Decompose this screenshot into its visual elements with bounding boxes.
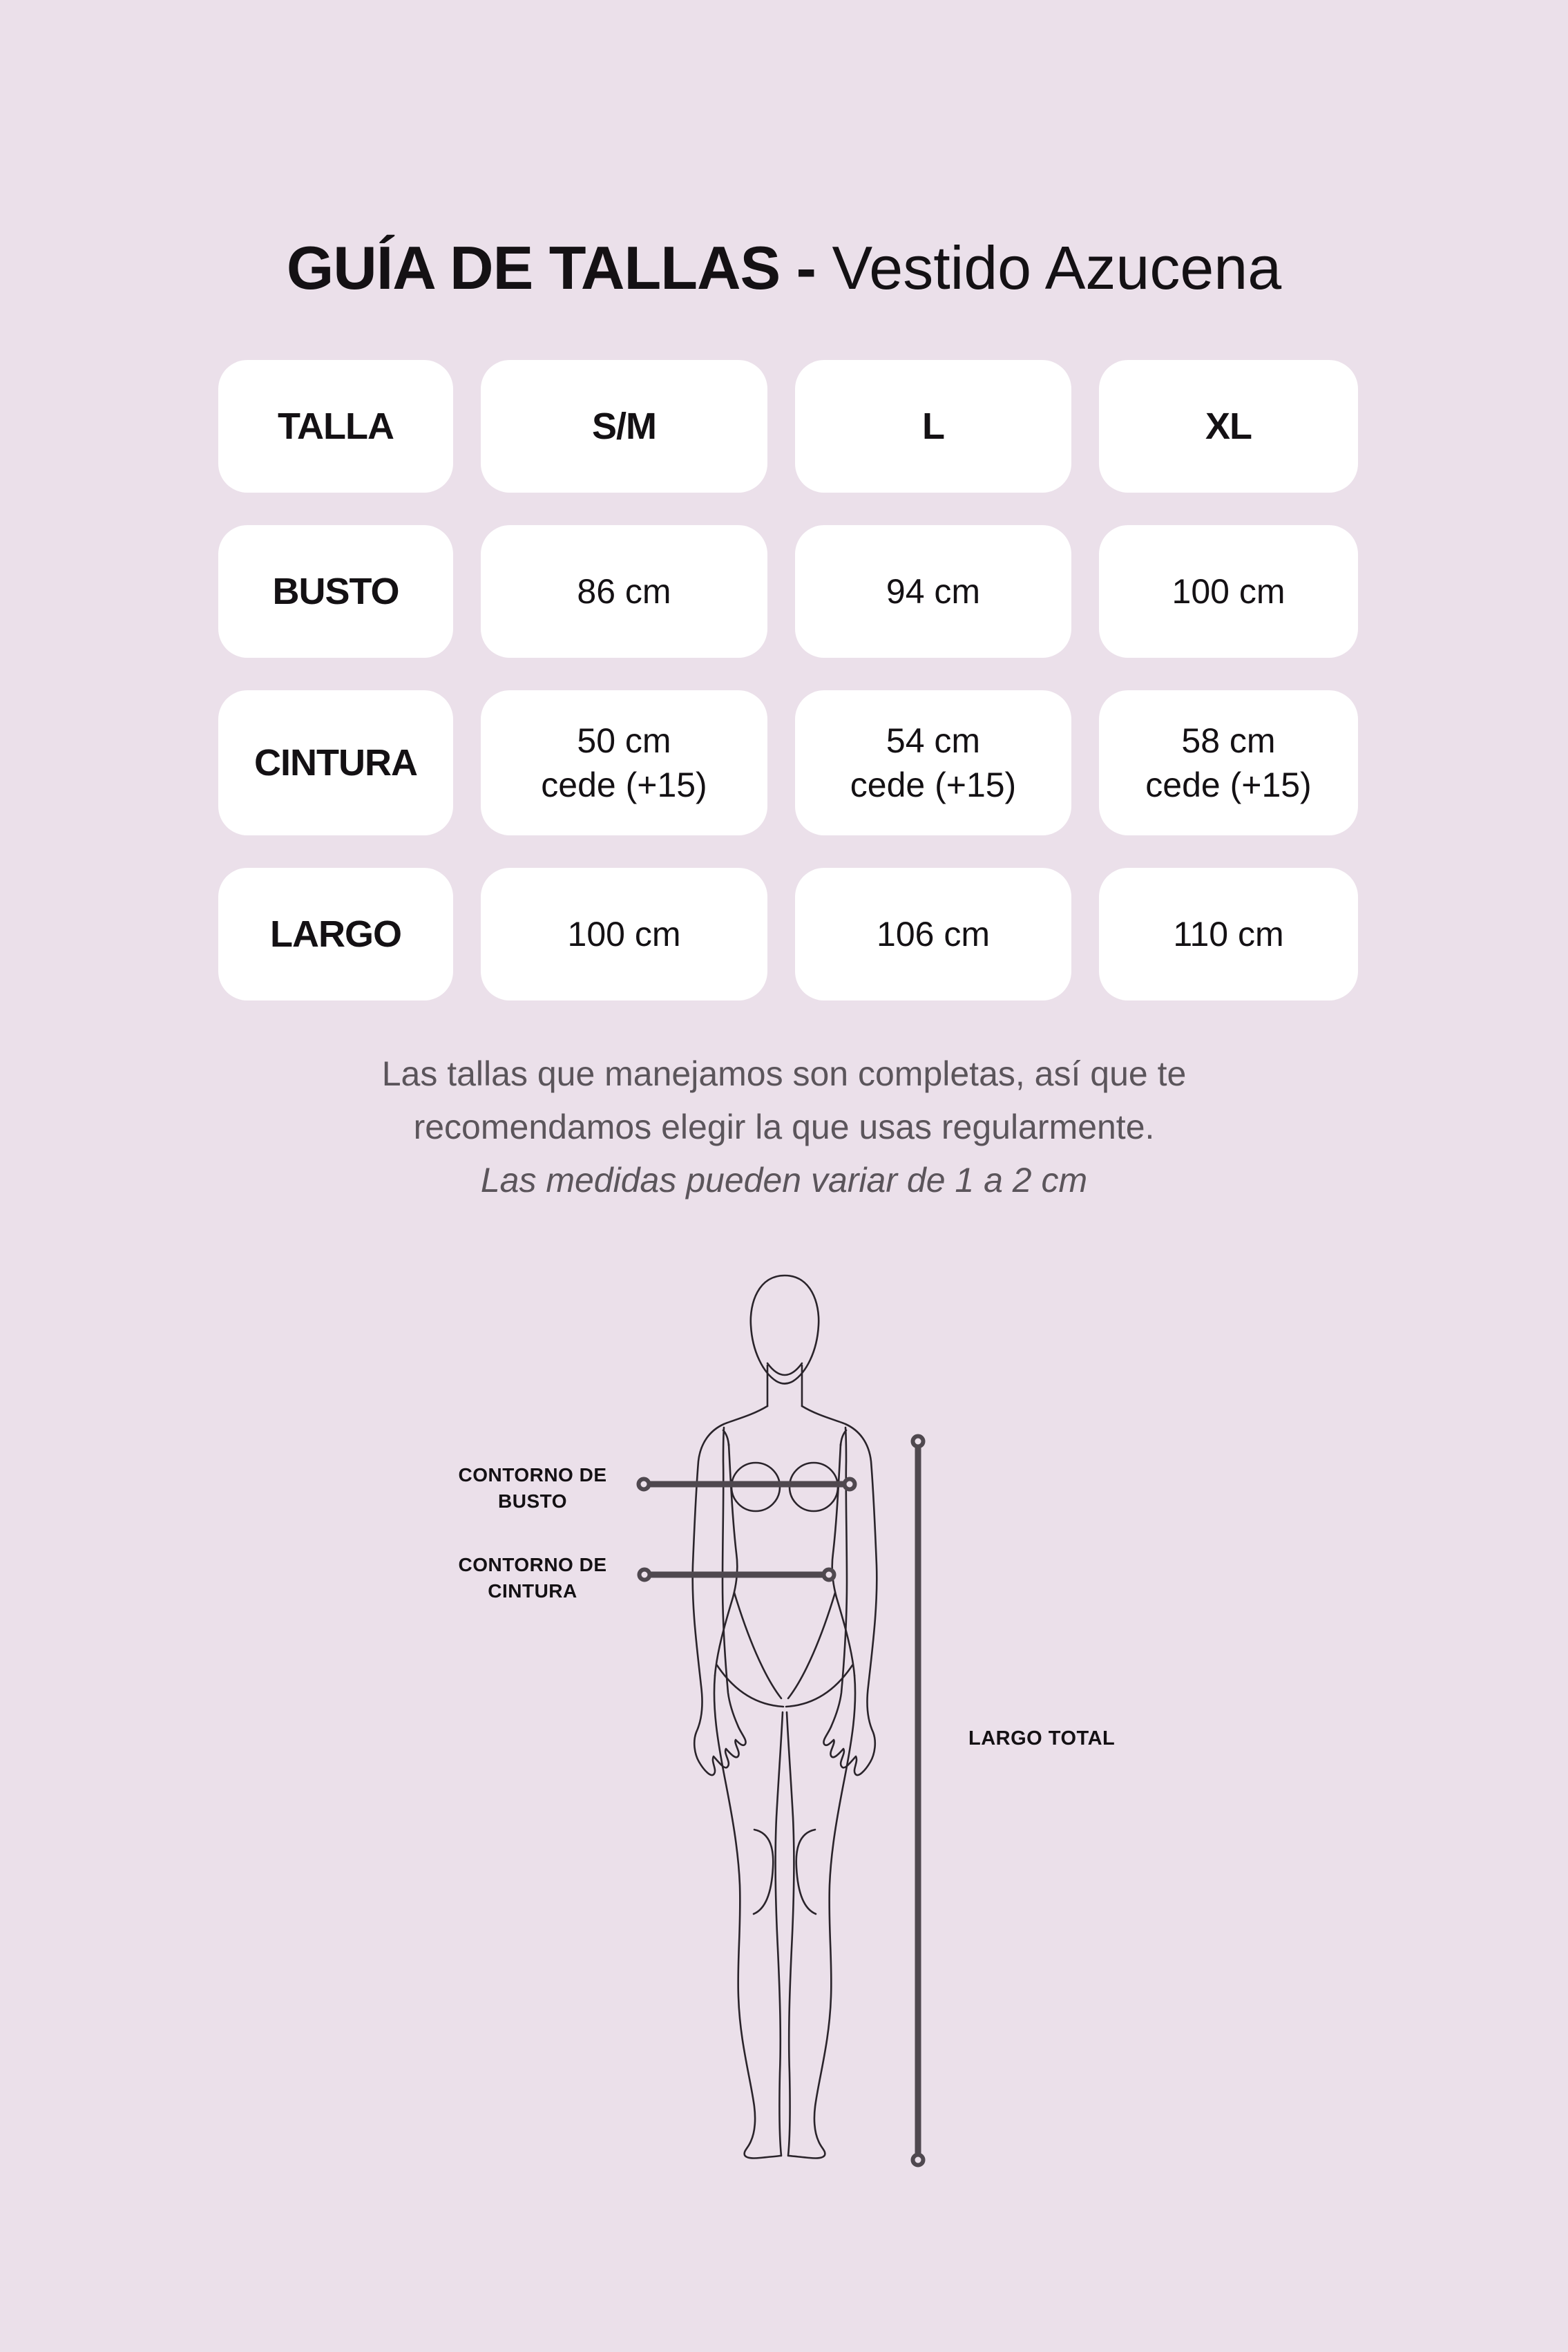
figure-head xyxy=(751,1275,819,1384)
measure-endpoint-icon xyxy=(913,1436,924,1447)
measure-endpoint-icon xyxy=(640,1570,650,1580)
header-label: XL xyxy=(1205,406,1252,447)
measure-endpoint-icon xyxy=(913,2155,924,2165)
measure-endpoint-icon xyxy=(639,1479,649,1490)
cell-value: 86 cm xyxy=(577,572,671,611)
waist-measure-label xyxy=(429,1552,636,1604)
figure-illustration xyxy=(693,1275,877,2159)
cell-value: 110 cm xyxy=(1173,915,1284,954)
cell-value: 58 cm xyxy=(1181,721,1276,760)
measure-endpoint-icon xyxy=(824,1570,834,1580)
page-title-product: Vestido Azucena xyxy=(832,234,1282,302)
cell-value: 94 cm xyxy=(886,572,981,611)
cell-value: 106 cm xyxy=(877,915,990,954)
cell-note: cede (+15) xyxy=(1145,766,1312,804)
header-label: L xyxy=(922,406,944,447)
measure-endpoint-icon xyxy=(845,1479,855,1490)
waist-measure-label-line2: CINTURA xyxy=(488,1580,577,1602)
bust-measure-line xyxy=(639,1479,855,1490)
waist-measure-label-line1: CONTORNO DE xyxy=(458,1554,607,1575)
sizing-note-line1: Las tallas que manejamos son completas, así que te xyxy=(381,1054,1187,1093)
sizing-note-line3: Las medidas pueden variar de 1 a 2 cm xyxy=(480,1161,1088,1199)
cell-value: 54 cm xyxy=(886,721,981,760)
row-label: LARGO xyxy=(270,913,401,955)
cell-value: 100 cm xyxy=(1172,572,1285,611)
page-title-bold: GUÍA DE TALLAS - xyxy=(286,234,832,302)
cell-note: cede (+15) xyxy=(850,766,1017,804)
header-label: S/M xyxy=(591,406,656,447)
cell-value: 100 cm xyxy=(567,915,681,954)
row-label: CINTURA xyxy=(254,742,417,784)
bust-measure-label xyxy=(429,1462,636,1515)
bust-measure-label-line2: BUSTO xyxy=(498,1490,567,1512)
header-label: TALLA xyxy=(278,406,394,447)
cell-value: 50 cm xyxy=(577,721,671,760)
length-measure-line xyxy=(913,1436,924,2165)
sizing-note-line2: recomendamos elegir la que usas regularmente. xyxy=(413,1108,1155,1146)
row-label: BUSTO xyxy=(272,571,399,612)
bust-measure-label-line1: CONTORNO DE xyxy=(458,1464,607,1486)
cell-note: cede (+15) xyxy=(541,766,707,804)
figure-jaw xyxy=(767,1363,802,1375)
length-measure-label: LARGO TOTAL xyxy=(968,1727,1116,1749)
